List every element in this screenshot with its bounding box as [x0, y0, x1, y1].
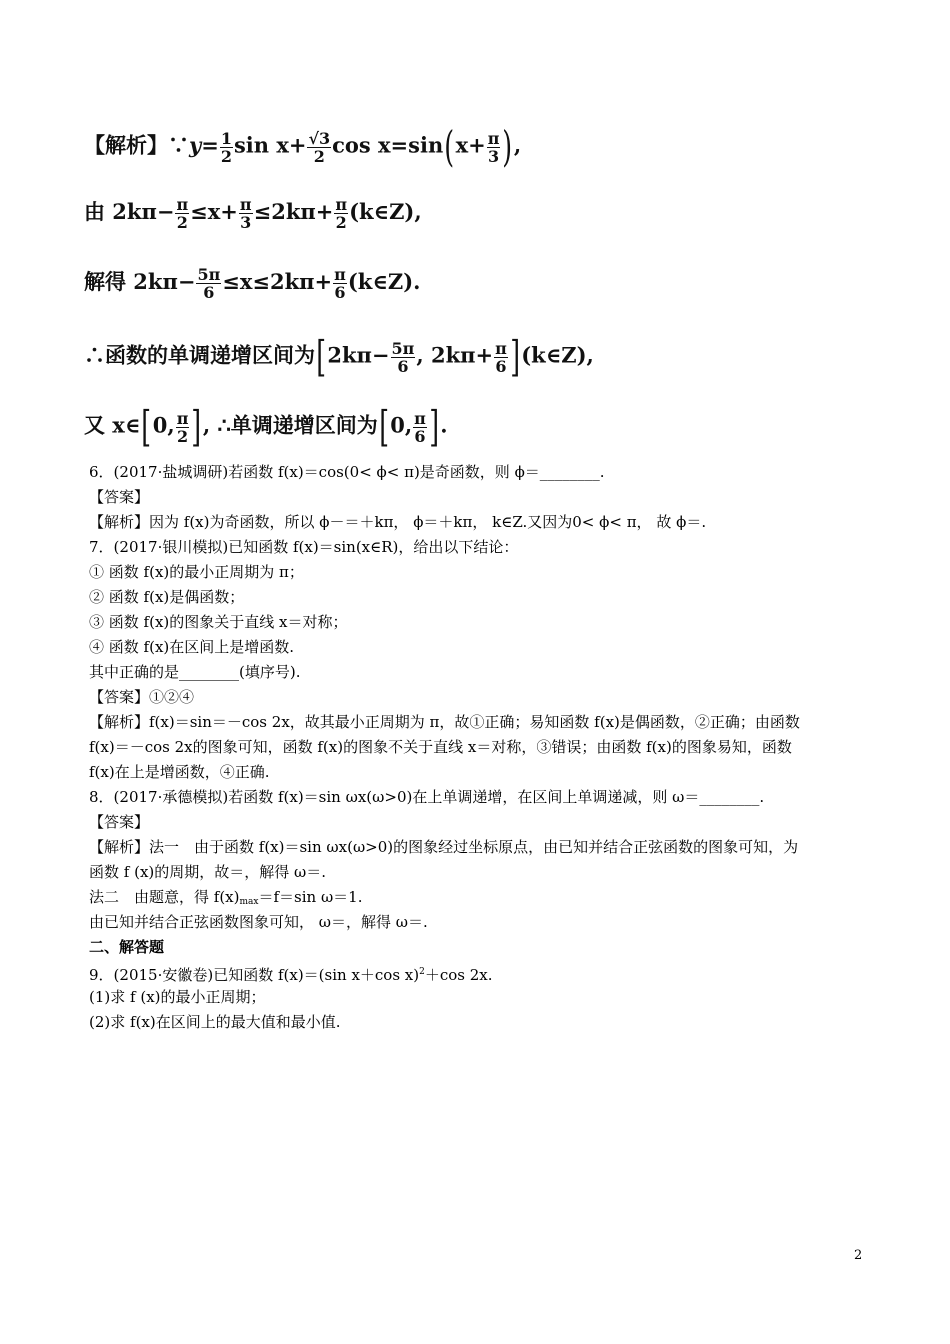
fraction: $\frac{\pi}{2}$: [176, 195, 189, 232]
answer-label: 【答案】①②④: [89, 688, 195, 706]
fraction: $\frac{\pi}{3}$: [487, 128, 500, 166]
scan-line-2: 由 2kπ− $\frac{\pi}{2}$ ≤x+ $\frac{\pi}{3}$ ≤2kπ+ $\frac{\pi}{2}$ (k∈Z),: [84, 195, 422, 232]
fraction: $\frac{\pi}{6}$: [414, 408, 426, 446]
option-4: ④ 函数 f(x)在区间上是增函数.: [89, 638, 295, 656]
fraction: $\frac{√3}{2}$: [308, 128, 331, 166]
question-7: 7．(2017·银川模拟)已知函数 f(x)＝sin(x∈R)，给出以下结论：: [89, 538, 519, 556]
fraction: $\frac{1}{2}$: [220, 128, 232, 166]
analysis-text: 【解析】f(x)＝sin＝－cos 2x，故其最小正周期为 π，故①正确；易知函数 f(x)是偶函数，②正确；由函数: [89, 713, 800, 731]
answer-label: 【答案】: [89, 488, 150, 506]
question-9: 9．(2015·安徽卷)已知函数 f(x)＝(sin x＋cos x)$^2$＋cos 2x.: [89, 966, 493, 984]
section-heading: 二、解答题: [89, 938, 165, 956]
fraction: $\frac{\pi}{2}$: [335, 195, 348, 232]
analysis-text: 由已知并结合正弦函数图象可知， ω＝，解得 ω＝.: [89, 913, 428, 931]
scan-line-3: 解得 2kπ− $\frac{5\pi}{6}$ ≤x≤2kπ+ $\frac{\pi}{6}$ (k∈Z).: [84, 265, 421, 302]
sub-question-1: (1)求 f (x)的最小正周期；: [89, 988, 266, 1006]
analysis-text: 【解析】法一 由于函数 f(x)＝sin ωx(ω>0)的图象经过坐标原点，由已知并结合正弦函数的图象可知，为: [89, 838, 799, 856]
analysis-label: 【解析】∵: [84, 132, 189, 158]
question-6: 6．(2017·盐城调研)若函数 f(x)＝cos(0< ϕ< π)是奇函数，则 ϕ＝________.: [89, 463, 605, 481]
scan-line-4: ∴函数的单调递增区间为[2kπ− $\frac{5\pi}{6}$ , 2kπ+ $\frac{\pi}{6}$ ](k∈Z),: [84, 332, 594, 381]
fill-blank-prompt: 其中正确的是________(填序号).: [89, 663, 301, 681]
fraction: $\frac{\pi}{6}$: [334, 265, 346, 302]
sub-question-2: (2)求 f(x)在区间上的最大值和最小值.: [89, 1013, 341, 1031]
analysis-text: f(x)＝－cos 2x的图象可知，函数 f(x)的图象不关于直线 x＝对称，③错误；由函数 f(x)的图象易知，函数: [89, 738, 792, 756]
fraction: $\frac{5\pi}{6}$: [391, 338, 415, 376]
fraction: $\frac{\pi}{2}$: [176, 408, 189, 446]
fraction: $\frac{\pi}{3}$: [239, 195, 252, 232]
option-2: ② 函数 f(x)是偶函数；: [89, 588, 245, 606]
option-1: ① 函数 f(x)的最小正周期为 π；: [89, 563, 304, 581]
fraction: $\frac{\pi}{6}$: [495, 338, 507, 376]
scan-line-5: 又 x∈[0, $\frac{\pi}{2}$ ], ∴单调递增区间为[0, $\frac{\pi}{6}$ ].: [84, 402, 448, 451]
answer-label: 【答案】: [89, 813, 150, 831]
analysis-text: f(x)在上是增函数，④正确.: [89, 763, 270, 781]
analysis-text: 【解析】因为 f(x)为奇函数，所以 ϕ－＝＋kπ， ϕ＝＋kπ， k∈Z.又因为0< ϕ< π， 故 ϕ＝.: [89, 513, 707, 531]
scan-line-1: 【解析】∵y= $\frac{1}{2}$ sin x+ $\frac{√3}{2}$ cos x=sin(x+ $\frac{\pi}{3}$ ),: [84, 122, 522, 171]
option-3: ③ 函数 f(x)的图象关于直线 x＝对称；: [89, 613, 348, 631]
question-8: 8．(2017·承德模拟)若函数 f(x)＝sin ωx(ω>0)在上单调递增，在区间上单调递减，则 ω＝________.: [89, 788, 765, 806]
fraction: $\frac{5\pi}{6}$: [197, 265, 221, 302]
analysis-text: 法二 由题意，得 $f(x)_{max}=f=\sin$ ω＝1.: [89, 888, 363, 907]
analysis-text: 函数 f (x)的周期，故＝，解得 ω＝.: [89, 863, 327, 881]
page-number: 2: [854, 1248, 863, 1263]
